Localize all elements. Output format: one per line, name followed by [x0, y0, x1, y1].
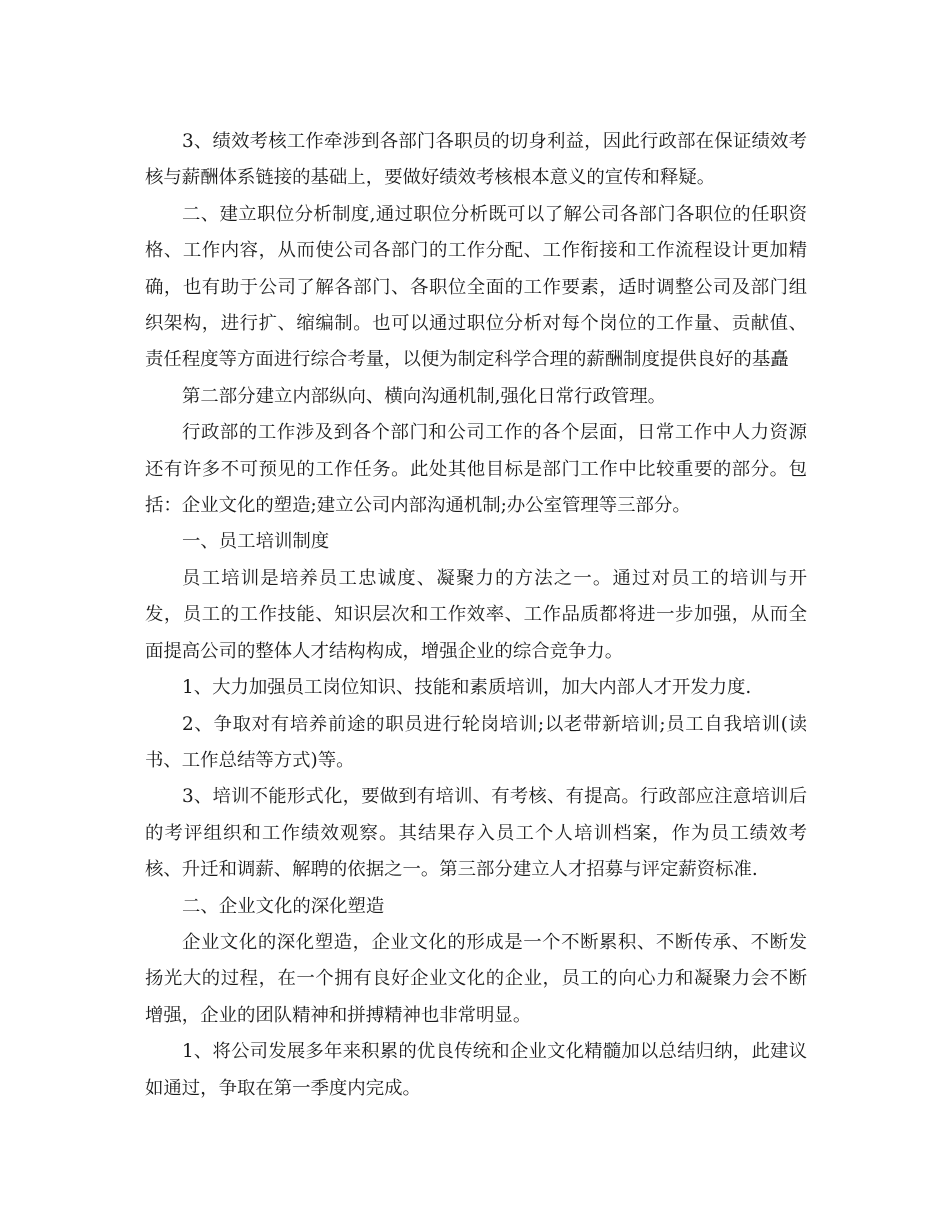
list-item-culture-1: 1、将公司发展多年来积累的优良传统和企业文化精髓加以总结归纳，此建议如通过，争取在第一季度内完成。: [145, 1041, 807, 1099]
list-item-1: 1、大力加强员工岗位知识、技能和素质培训，加大内部人才开发力度.: [182, 677, 752, 699]
list-item-3: 3、培训不能形式化，要做到有培训、有考核、有提高。行政部应注意培训后的考评组织和工作绩效观察。其结果存入员工个人培训档案，作为员工绩效考核、升迁和调薪、解聘的依据之一。第三部分建立人才招募与评定薪资标准.: [145, 786, 807, 881]
list-item-2: 2、争取对有培养前途的职员进行轮岗培训;以老带新培训;员工自我培训(读书、工作总结等方式)等。: [145, 713, 807, 771]
section-heading-culture: 二、企业文化的深化塑造: [182, 895, 385, 917]
document-body: [145, 124, 807, 1107]
section-heading-training: 一、员工培训制度: [182, 531, 330, 553]
paragraph-1: 3、绩效考核工作牵涉到各部门各职员的切身利益，因此行政部在保证绩效考核与薪酬体系链接的基础上，要做好绩效考核根本意义的宣传和释疑。: [145, 131, 807, 189]
paragraph-2: 二、建立职位分析制度,通过职位分析既可以了解公司各部门各职位的任职资格、工作内容，从而使公司各部门的工作分配、工作衔接和工作流程设计更加精确，也有助于公司了解各部门、各职位全面的工作要素，适时调整公司及部门组织架构，进行扩、缩编制。也可以通过职位分析对每个岗位的工作量、贡献值、责任程度等方面进行综合考量，以便为制定科学合理的薪酬制度提供良好的基矗: [145, 203, 807, 371]
paragraph-6: 员工培训是培养员工忠诚度、凝聚力的方法之一。通过对员工的培训与开发，员工的工作技能、知识层次和工作效率、工作品质都将进一步加强，从而全面提高公司的整体人才结构构成，增强企业的综合竞争力。: [145, 567, 807, 662]
paragraph-3: 第二部分建立内部纵向、横向沟通机制,强化日常行政管理。: [182, 385, 667, 407]
paragraph-11: 企业文化的深化塑造，企业文化的形成是一个不断累积、不断传承、不断发扬光大的过程，在一个拥有良好企业文化的企业，员工的向心力和凝聚力会不断增强，企业的团队精神和拼搏精神也非常明显。: [145, 931, 807, 1026]
paragraph-4: 行政部的工作涉及到各个部门和公司工作的各个层面，日常工作中人力资源还有许多不可预见的工作任务。此处其他目标是部门工作中比较重要的部分。包括：企业文化的塑造;建立公司内部沟通机制;办公室管理等三部分。: [145, 422, 807, 517]
